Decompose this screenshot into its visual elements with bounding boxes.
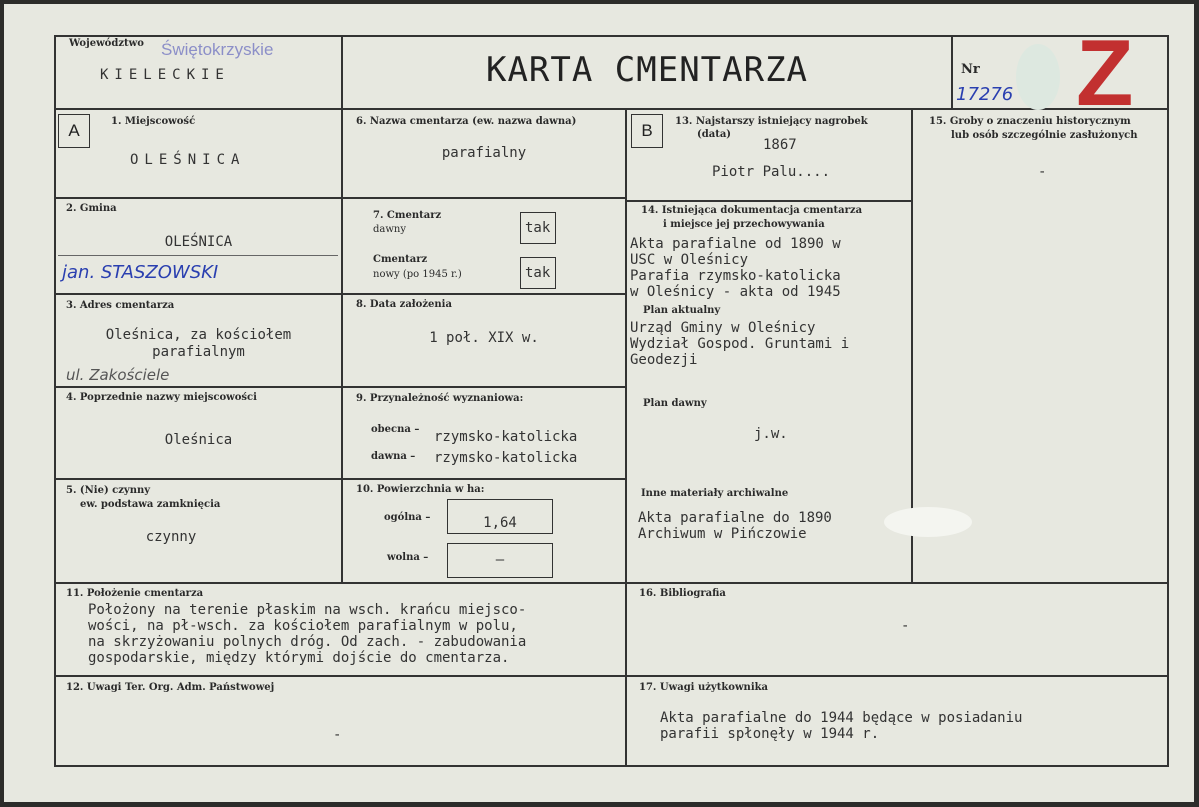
field-11-line-4: gospodarskie, między którymi dojście do cmentarza. (88, 650, 510, 666)
field-9-current-label: obecna – (371, 424, 420, 435)
field-1-value: OLEŚNICA (130, 152, 246, 168)
field-14-plan-line-1: Urząd Gminy w Oleśnicy (630, 320, 816, 336)
stain-mark (1016, 44, 1060, 110)
field-8-value: 1 poł. XIX w. (429, 330, 539, 346)
field-11-line-3: na skrzyżowaniu polnych dróg. Od zach. - zabudowania (88, 634, 527, 650)
field-4-label: 4. Poprzednie nazwy miejscowości (66, 392, 257, 403)
field-10-free-box: – (447, 543, 553, 578)
field-13-label-line1: 13. Najstarszy istniejący nagrobek (675, 116, 868, 127)
field-14-label-line2: i miejsce jej przechowywania (663, 219, 825, 230)
field-4-value: Oleśnica (164, 432, 233, 448)
field-14-label-line1: 14. Istniejąca dokumentacja cmentarza (641, 205, 863, 216)
field-14-plan-line-3: Geodezji (630, 352, 698, 368)
cemetery-card (4, 4, 1194, 802)
field-11-line-2: wości, na pł-wsch. za kościołem parafialnym w polu, (88, 618, 518, 634)
field-14-doc-line-3: Parafia rzymsko-katolicka (630, 268, 841, 284)
field-17-line-1: Akta parafialne do 1944 będące w posiadaniu (660, 710, 1023, 726)
field-10-total-label: ogólna – (384, 512, 431, 523)
field-5-label-line2: ew. podstawa zamknięcia (80, 499, 221, 510)
field-14-other-label: Inne materiały archiwalne (641, 488, 789, 499)
field-7-new-label-line2: nowy (po 1945 r.) (373, 269, 462, 280)
field-9-former-label: dawna – (371, 451, 416, 462)
field-14-plan-current-label: Plan aktualny (643, 305, 721, 316)
field-12-value: - (333, 727, 342, 743)
page-title: KARTA CMENTARZA (485, 50, 809, 90)
field-7-old-box: tak (520, 212, 556, 244)
field-14-doc-line-4: w Oleśnicy - akta od 1945 (630, 284, 841, 300)
field-11-label: 11. Położenie cmentarza (66, 588, 204, 599)
field-10-label: 10. Powierzchnia w ha: (356, 484, 485, 495)
voivodeship-label: Województwo (69, 38, 144, 49)
field-2-value: OLEŚNICA (164, 234, 233, 250)
field-14-doc-line-2: USC w Oleśnicy (630, 252, 749, 268)
field-6-label: 6. Nazwa cmentarza (ew. nazwa dawna) (356, 116, 577, 127)
field-3-handwritten: ul. Zakościele (66, 366, 170, 384)
field-10-total-box: 1,64 (447, 499, 553, 534)
field-9-label: 9. Przynależność wyznaniowa: (356, 393, 524, 404)
field-3-value-line1: Oleśnica, za kościołem (105, 327, 292, 343)
field-14-plan-old-label: Plan dawny (643, 398, 707, 409)
field-14-plan-old-value: j.w. (754, 426, 788, 442)
field-15-value: - (1038, 164, 1047, 180)
field-13-label-line2: (data) (697, 129, 732, 140)
field-17-label: 17. Uwagi użytkownika (639, 682, 769, 693)
field-9-former-value: rzymsko-katolicka (434, 450, 578, 466)
field-5-label-line1: 5. (Nie) czynny (66, 485, 151, 496)
nr-value: 17276 (956, 84, 1014, 105)
field-14-plan-line-2: Wydział Gospod. Gruntami i (630, 336, 850, 352)
field-13-year: 1867 (763, 137, 797, 153)
field-6-value: parafialny (441, 145, 527, 161)
classification-mark: Z (1076, 20, 1134, 125)
section-a-box: A (58, 114, 90, 148)
field-7-new-label-line1: Cmentarz (373, 254, 428, 265)
field-2-label: 2. Gmina (66, 203, 117, 214)
field-7-new-box: tak (520, 257, 556, 289)
field-1-label: 1. Miejscowość (111, 116, 196, 127)
field-15-label-line1: 15. Groby o znaczeniu historycznym (929, 116, 1131, 127)
field-17-line-2: parafii spłonęły w 1944 r. (660, 726, 880, 742)
field-16-label: 16. Bibliografia (639, 588, 726, 599)
field-7-old-label: dawny (373, 224, 407, 235)
erasure-mark (884, 507, 972, 537)
field-3-value-line2: parafialnym (152, 344, 245, 360)
field-14-other-line-2: Archiwum w Pińczowie (638, 526, 807, 542)
field-10-free-label: wolna – (387, 552, 429, 563)
section-b-box: B (631, 114, 663, 148)
field-8-label: 8. Data założenia (356, 299, 452, 310)
field-14-doc-line-1: Akta parafialne od 1890 w (630, 236, 841, 252)
field-14-other-line-1: Akta parafialne do 1890 (638, 510, 832, 526)
field-7-label: 7. Cmentarz (373, 210, 442, 221)
voivodeship-value: KIELECKIE (100, 67, 230, 83)
voivodeship-stamp: Świętokrzyskie (161, 40, 274, 59)
field-11-line-1: Położony na terenie płaskim na wsch. krańcu miejsco- (88, 602, 527, 618)
field-12-label: 12. Uwagi Ter. Org. Adm. Państwowej (66, 682, 275, 693)
field-13-name: Piotr Palu.... (712, 164, 831, 180)
field-9-current-value: rzymsko-katolicka (434, 429, 578, 445)
field-2-handwritten: jan. STASZOWSKI (62, 262, 219, 283)
field-15-label-line2: lub osób szczególnie zasłużonych (951, 130, 1138, 141)
nr-label: Nr (961, 62, 980, 77)
field-5-value: czynny (145, 529, 197, 545)
field-3-label: 3. Adres cmentarza (66, 300, 175, 311)
field-16-value: - (901, 618, 910, 634)
